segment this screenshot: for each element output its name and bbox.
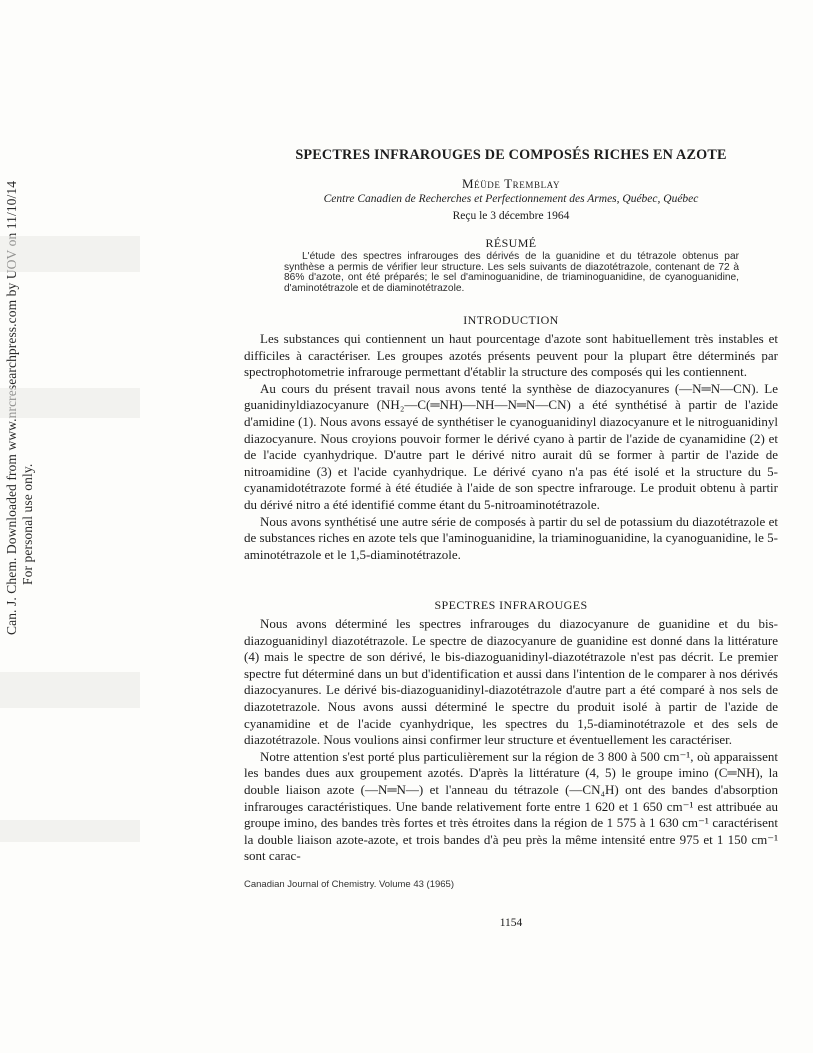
abstract-heading: RÉSUMÉ	[485, 236, 537, 250]
intro-paragraph: Nous avons synthétisé une autre série de composés à partir du sel de potassium du diazotétrazole et de substances riches en azote tels que l'aminoguanidine, la triaminoguanidine, la cyanoguanidine, le 5-aminotétrazole et le 1,5-diaminotétrazole.	[244, 513, 778, 562]
personal-use-notice: For personal use only.	[20, 463, 35, 585]
download-watermark-sidebar	[2, 180, 38, 840]
journal-citation: Canadian Journal of Chemistry. Volume 43 (1965)	[244, 879, 454, 890]
intro-paragraph: Les substances qui contiennent un haut pourcentage d'azote sont habituellement très instables et difficiles à caractériser. Les groupes azotés présents peuvent pour la plupart être déterminés par spectrophotometrie infrarouge permettant d'établir la structure des composés qui les contiennent.	[244, 331, 778, 380]
introduction-heading: INTRODUCTION	[463, 313, 559, 327]
introduction-body	[244, 331, 778, 563]
received-date: Reçu le 3 décembre 1964	[452, 210, 570, 222]
intro-paragraph: Au cours du présent travail nous avons tenté la synthèse de diazocyanures (—N═N—CN). Le guanidinyldiazocyanure (NH₂—C(═NH)—NH—N═N—CN) a été synthétisé à partir de l'azide d'amidine (1). Nous avons essayé de synthétiser le cyanoguanidinyl diazocyanure et le nitroguanidinyl diazocyanure. Nous croyions pouvoir former le dérivé cyano à partir de l'azide de cyanamidine (2) et de l'acide cyanhydrique. D'autre part le dérivé nitro aurait dû se former à partir de l'azide de nitroamidine (3) et l'acide cyanhydrique. Le dérivé cyano n'a pas été isolé et la structure du 5-cyanamidotétrazote formé à été étudiée à l'aide de son spectre infrarouge. Le produit obtenu à partir du dérivé nitro a été identifié comme étant du 5-nitroaminotétrazole.	[244, 380, 778, 512]
abstract-text: L'étude des spectres infrarouges des dérivés de la guanidine et du tétrazole obtenus par synthèse a permis de vérifier leur structure. Les sels suivants de diazotétrazole, contenant de 72 à 86% d'azote, ont été préparés; le sel d'aminoguanidine, de triaminoguanidine, de cyanoguanidine, d'aminotétrazole et de diaminotétrazole.	[284, 251, 739, 294]
page-number: 1154	[499, 917, 523, 929]
spectres-body	[244, 616, 778, 865]
article-title: SPECTRES INFRAROUGES DE COMPOSÉS RICHES EN AZOTE	[295, 147, 727, 163]
scan-artifact	[0, 820, 140, 842]
spectres-paragraph: Nous avons déterminé les spectres infrarouges du diazocyanure de guanidine et du bis-diazoguanidinyl diazotétrazole. Le spectre de diazocyanure de guanidine est donné dans la littérature (4) mais le spectre de son dérivé, le bis-diazoguanidinyl-diazotétrazole n'est pas décrit. Le premier spectre fut déterminé dans un but d'identification et aussi dans l'intention de le comparer à nos dérivés diazocyanures. Le dérivé bis-diazoguanidinyl-diazotétrazole d'autre part a été comparé à nos sels de diazotetrazole. Nous avons aussi déterminé le spectre du produit isolé à partir de l'azide de cyanamidine et de l'acide cyanhydrique, les spectres du 1,5-diaminotétrazole et des sels de diazotétrazole. Nous voulions ainsi confirmer leur structure et éventuellement les caractériser.	[244, 616, 778, 748]
scan-artifact	[0, 388, 140, 418]
scan-artifact	[0, 672, 140, 708]
scan-artifact	[0, 236, 140, 272]
spectres-heading: SPECTRES INFRAROUGES	[434, 598, 588, 612]
spectres-paragraph: Notre attention s'est porté plus particulièrement sur la région de 3 800 à 500 cm⁻¹, où apparaissent les bandes dues aux groupement azotés. D'après la littérature (4, 5) le groupe imino (C═NH), la double liaison azote (—N═N—) et l'anneau du tétrazole (—CN₄H) ont des bandes d'absorption infrarouges caractéristiques. Une bande relativement forte entre 1 620 et 1 650 cm⁻¹ est attribuée au groupe imino, des bandes très fortes et très étroites dans la région de 1 575 à 1 630 cm⁻¹ caractérisent la double liaison azote-azote, et trois bandes d'à peu près la même intensité entre 975 et 1 150 cm⁻¹ sont carac-	[244, 748, 778, 864]
author-affiliation: Centre Canadien de Recherches et Perfectionnement des Armes, Québec, Québec	[323, 193, 699, 205]
author-name: Méüde Tremblay	[461, 176, 561, 191]
